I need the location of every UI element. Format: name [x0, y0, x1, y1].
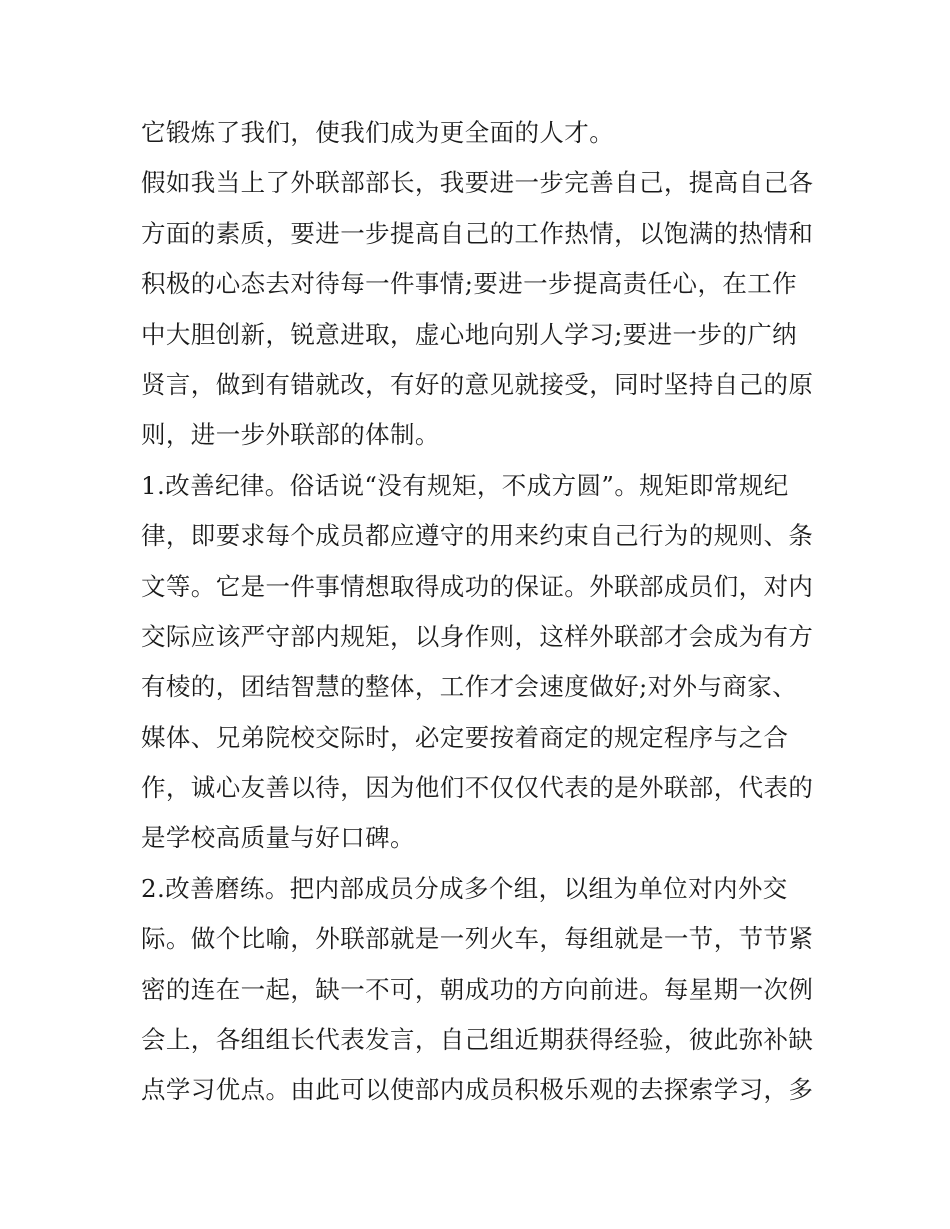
text-line: 积极的心态去对待每一件事情;要进一步提高责任心，在工作 — [141, 269, 798, 299]
text-line: 交际应该严守部内规矩，以身作则，这样外联部才会成为有方 — [141, 621, 814, 651]
text-line: 2.改善磨练。把内部成员分成多个组，以组为单位对内外交 — [141, 873, 788, 903]
text-line: 有棱的，团结智慧的整体，工作才会速度做好;对外与商家、 — [141, 672, 798, 702]
body-text — [141, 108, 821, 1116]
text-line: 律，即要求每个成员都应遵守的用来约束自己行为的规则、条 — [141, 521, 814, 551]
text-line: 际。做个比喻，外联部就是一列火车，每组就是一节，节节紧 — [141, 924, 814, 954]
text-line: 点学习优点。由此可以使部内成员积极乐观的去探索学习，多 — [141, 1075, 814, 1105]
text-line: 则，进一步外联部的体制。 — [141, 420, 440, 450]
text-line: 1.改善纪律。俗话说“没有规矩，不成方圆”。规矩即常规纪 — [141, 470, 789, 500]
text-line: 贤言，做到有错就改，有好的意见就接受，同时坚持自己的原 — [141, 369, 814, 399]
text-line: 媒体、兄弟院校交际时，必定要按着商定的规定程序与之合 — [141, 722, 789, 752]
text-line: 方面的素质，要进一步提高自己的工作热情，以饱满的热情和 — [141, 218, 814, 248]
text-line: 作，诚心友善以待，因为他们不仅仅代表的是外联部，代表的 — [141, 773, 814, 803]
text-line: 中大胆创新，锐意进取，虚心地向别人学习;要进一步的广纳 — [141, 319, 798, 349]
text-line: 是学校高质量与好口碑。 — [141, 823, 415, 853]
text-line: 密的连在一起，缺一不可，朝成功的方向前进。每星期一次例 — [141, 974, 814, 1004]
text-line: 假如我当上了外联部部长，我要进一步完善自己，提高自己各 — [141, 168, 814, 198]
text-line: 它锻炼了我们，使我们成为更全面的人才。 — [141, 118, 615, 147]
text-line: 会上，各组组长代表发言，自己组近期获得经验，彼此弥补缺 — [141, 1025, 814, 1055]
text-line: 文等。它是一件事情想取得成功的保证。外联部成员们，对内 — [141, 571, 814, 601]
